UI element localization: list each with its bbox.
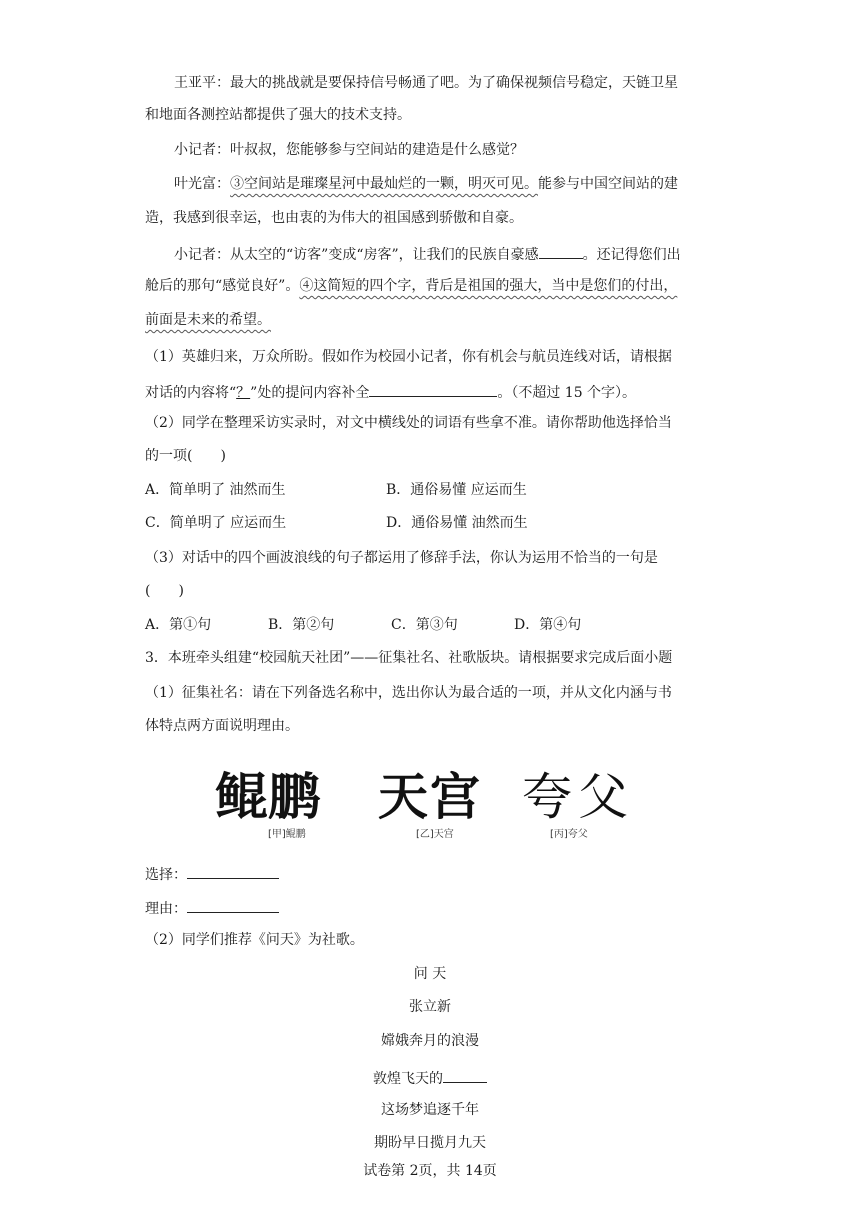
dialogue-line: 和地面各测控站都提供了强大的技术支持。 xyxy=(145,107,411,123)
q2-option-b[interactable]: B．通俗易懂 应运而生 xyxy=(386,482,527,498)
reason-blank[interactable] xyxy=(187,896,279,913)
section-3-title: 3．本班牵头组建“校园航天社团”——征集社名、社歌版块。请根据要求完成后面小题 xyxy=(145,650,673,666)
calligraphy-kunpeng: 鲲鹏 xyxy=(215,767,321,826)
reason-row: 理由： xyxy=(145,896,725,918)
caption-jia: [甲]鲲鹏 xyxy=(268,829,306,840)
wavy-sentence-4: ④这简短的四个字，背后是祖国的强大，当中是您们的付出， xyxy=(299,278,678,294)
poem-author: 张立新 xyxy=(409,999,451,1015)
q2-option-d[interactable]: D．通俗易懂 油然而生 xyxy=(386,515,528,531)
wavy-sentence-4-cont: 前面是未来的希望。 xyxy=(145,312,271,328)
q3-prompt: （3）对话中的四个画波浪线的句子都运用了修辞手法，你认为运用不恰当的一句是 xyxy=(145,550,658,566)
section-3-sub2: （2）同学们推荐《问天》为社歌。 xyxy=(145,932,364,948)
section-3-sub1: （1）征集社名：请在下列备选名称中，选出你认为最合适的一项，并从文化内涵与书 xyxy=(145,685,672,701)
q2-prompt: （2）同学在整理采访实录时，对文中横线处的词语有些拿不准。请你帮助他选择恰当 xyxy=(145,415,672,431)
calligraphy-kuafu: 夸父 xyxy=(522,768,634,826)
caption-yi: [乙]天宫 xyxy=(416,829,454,840)
poem-line: 敦煌飞天的 xyxy=(0,1066,860,1089)
q3-option-a[interactable]: A．第①句 xyxy=(145,617,212,633)
dialogue-line: 小记者：叶叔叔，您能够参与空间站的建造是什么感觉？ xyxy=(174,142,524,158)
q1-prompt: （1）英雄归来，万众所盼。假如作为校园小记者，你有机会与航员连线对话，请根据 xyxy=(145,349,672,365)
dialogue-line xyxy=(145,310,725,332)
dialogue-line: 造，我感到很幸运，也由衷的为伟大的祖国感到骄傲和自豪。 xyxy=(145,210,523,226)
choice-blank[interactable] xyxy=(187,862,279,879)
dialogue-line: 叶光富：③空间站是璀璨星河中最灿烂的一颗，明灭可见。能参与中国空间站的建 xyxy=(174,176,678,192)
section-3-sub1: 体特点两方面说明理由。 xyxy=(145,718,299,734)
dialogue-line: 舱后的那句“感觉良好”。④这简短的四个字，背后是祖国的强大，当中是您们的付出， xyxy=(145,278,678,294)
calligraphy-tiangong: 天宫 xyxy=(378,767,482,826)
q3-option-d[interactable]: D．第④句 xyxy=(514,617,582,633)
choice-row: 选择： xyxy=(145,862,725,884)
q3-option-c[interactable]: C．第③句 xyxy=(391,617,458,633)
wavy-sentence-3: ③空间站是璀璨星河中最灿烂的一颗，明灭可见。 xyxy=(230,176,538,192)
dialogue-line: 王亚平：最大的挑战就是要保持信号畅通了吧。为了确保视频信号稳定，天链卫星 xyxy=(174,75,678,91)
q2-prompt: 的一项( ) xyxy=(145,448,226,464)
poem-blank[interactable] xyxy=(443,1066,487,1083)
q3-option-b[interactable]: B．第②句 xyxy=(268,617,335,633)
caption-bing: [丙]夸父 xyxy=(550,829,588,840)
poem-line: 这场梦追逐千年 xyxy=(381,1102,479,1118)
poem-title: 问 天 xyxy=(413,966,447,982)
answer-blank[interactable] xyxy=(369,380,497,397)
calligraphy-figure xyxy=(200,755,660,845)
page-footer: 试卷第 2页，共 14页 xyxy=(363,1163,497,1179)
q2-option-c[interactable]: C．简单明了 应运而生 xyxy=(145,515,287,531)
q2-option-a[interactable]: A．简单明了 油然而生 xyxy=(145,482,286,498)
dialogue-line: 小记者：从太空的“访客”变成“房客”，让我们的民族自豪感 。还记得您们出 xyxy=(174,242,754,264)
q1-prompt: 对话的内容将“？”处的提问内容补全 。（不超过 15 个字）。 xyxy=(145,380,725,402)
answer-blank[interactable] xyxy=(539,242,583,259)
q3-prompt: ( ) xyxy=(145,583,184,599)
poem-line: 期盼早日揽月九天 xyxy=(374,1135,486,1151)
poem-line: 嫦娥奔月的浪漫 xyxy=(381,1033,479,1049)
